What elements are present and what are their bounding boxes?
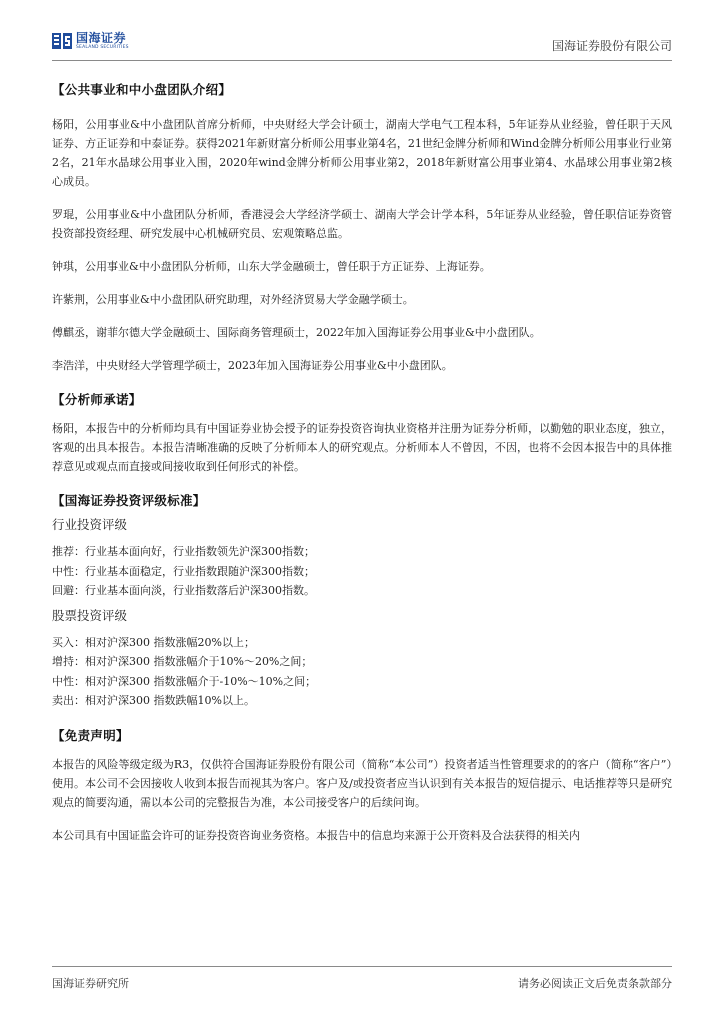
team-paragraph: 李浩洋，中央财经大学管理学硕士，2023年加入国海证券公用事业&中小盘团队。 — [52, 359, 453, 372]
industry-rating-item: 回避：行业基本面向淡，行业指数落后沪深300指数。 — [52, 584, 315, 597]
footer-divider — [52, 966, 672, 967]
company-logo — [52, 31, 129, 51]
rating-section-title: 【国海证券投资评级标准】 — [52, 493, 206, 508]
disclaimer-section-title: 【免责声明】 — [52, 727, 129, 743]
stock-rating-item: 中性：相对沪深300 指数涨幅介于-10%～10%之间； — [52, 674, 317, 688]
industry-rating-title: 行业投资评级 — [52, 517, 128, 532]
stock-rating-item: 买入：相对沪深300 指数涨幅20%以上； — [52, 635, 255, 649]
disclaimer-paragraph: 本报告的风险等级定级为R3，仅供符合国海证券股份有限公司（简称“本公司”）投资者适当性管理要求的的客户（简称“客户”）使用。本公司不会因接收人收到本报告而视其为客户。客户及/或投资者应当认识到有关本报告的短信提示、电话推荐等只是研究观点的简要沟通，需以本公司的完整报告为准，本公司接受客户的后续问询。 — [52, 757, 672, 809]
sealand-logo-icon — [52, 31, 72, 51]
commitment-section-title: 【分析师承诺】 — [52, 392, 142, 407]
stock-rating-item: 卖出：相对沪深300 指数跌幅10%以上。 — [52, 694, 255, 707]
disclaimer-paragraph: 本公司具有中国证监会许可的证券投资咨询业务资格。本报告中的信息均来源于公开资料及合法获得的相关内 — [52, 828, 580, 842]
logo-english-name: SEALAND SECURITIES — [76, 44, 129, 50]
industry-rating-item: 推荐：行业基本面向好，行业指数领先沪深300指数； — [52, 545, 315, 558]
industry-rating-item: 中性：行业基本面稳定，行业指数跟随沪深300指数； — [52, 564, 315, 578]
commitment-paragraph: 杨阳，本报告中的分析师均具有中国证券业协会授予的证券投资咨询执业资格并注册为证券分析师，以勤勉的职业态度，独立，客观的出具本报告。本报告清晰准确的反映了分析师本人的研究观点。分析师本人不曾因，不因，也将不会因本报告中的具体推荐意见或观点而直接或间接收取到任何形式的补偿。 — [52, 422, 672, 473]
footer-disclaimer-note: 请务必阅读正文后免责条款部分 — [518, 977, 672, 990]
header-company-name: 国海证券股份有限公司 — [551, 39, 672, 53]
footer-institute: 国海证券研究所 — [52, 977, 129, 990]
team-paragraph: 罗琨，公用事业&中小盘团队分析师，香港浸会大学经济学硕士、湖南大学会计学本科，5年证券从业经验，曾任职信证券资管投资部投资经理、研究发展中心机械研究员、宏观策略总监。 — [52, 208, 672, 240]
team-section-title: 【公共事业和中小盘团队介绍】 — [52, 82, 232, 97]
commitment-section — [52, 389, 672, 476]
disclaimer-section — [52, 725, 672, 845]
page-header — [52, 30, 672, 62]
team-section — [52, 79, 672, 375]
team-paragraph: 钟琪，公用事业&中小盘团队分析师，山东大学金融硕士，曾任职于方正证券、上海证券。 — [52, 260, 491, 273]
logo-chinese-name: 国海证券 — [76, 30, 127, 45]
team-paragraph: 杨阳，公用事业&中小盘团队首席分析师，中央财经大学会计硕士，湖南大学电气工程本科，5年证券从业经验，曾任职于天风证券、方正证券和中泰证券。获得2021年新财富分析师公用事业第4名，21世纪金牌分析师和Wind金牌分析师公用事业行业第2名，21年水晶球公用事业入围，2020年wind金牌分析师公用事业第2，2018年新财富公用事业第4、水晶球公用事业第2核心成员。 — [52, 118, 672, 188]
stock-rating-item: 增持：相对沪深300 指数涨幅介于10%～20%之间； — [52, 655, 313, 668]
rating-section — [52, 490, 672, 711]
header-divider — [52, 60, 672, 61]
page-content — [52, 79, 672, 845]
team-paragraph: 傅麒丞，谢菲尔德大学金融硕士、国际商务管理硕士，2022年加入国海证券公用事业&中小盘团队。 — [52, 326, 541, 339]
team-paragraph: 许紫荆，公用事业&中小盘团队研究助理，对外经济贸易大学金融学硕士。 — [52, 293, 414, 306]
stock-rating-title: 股票投资评级 — [52, 607, 128, 623]
